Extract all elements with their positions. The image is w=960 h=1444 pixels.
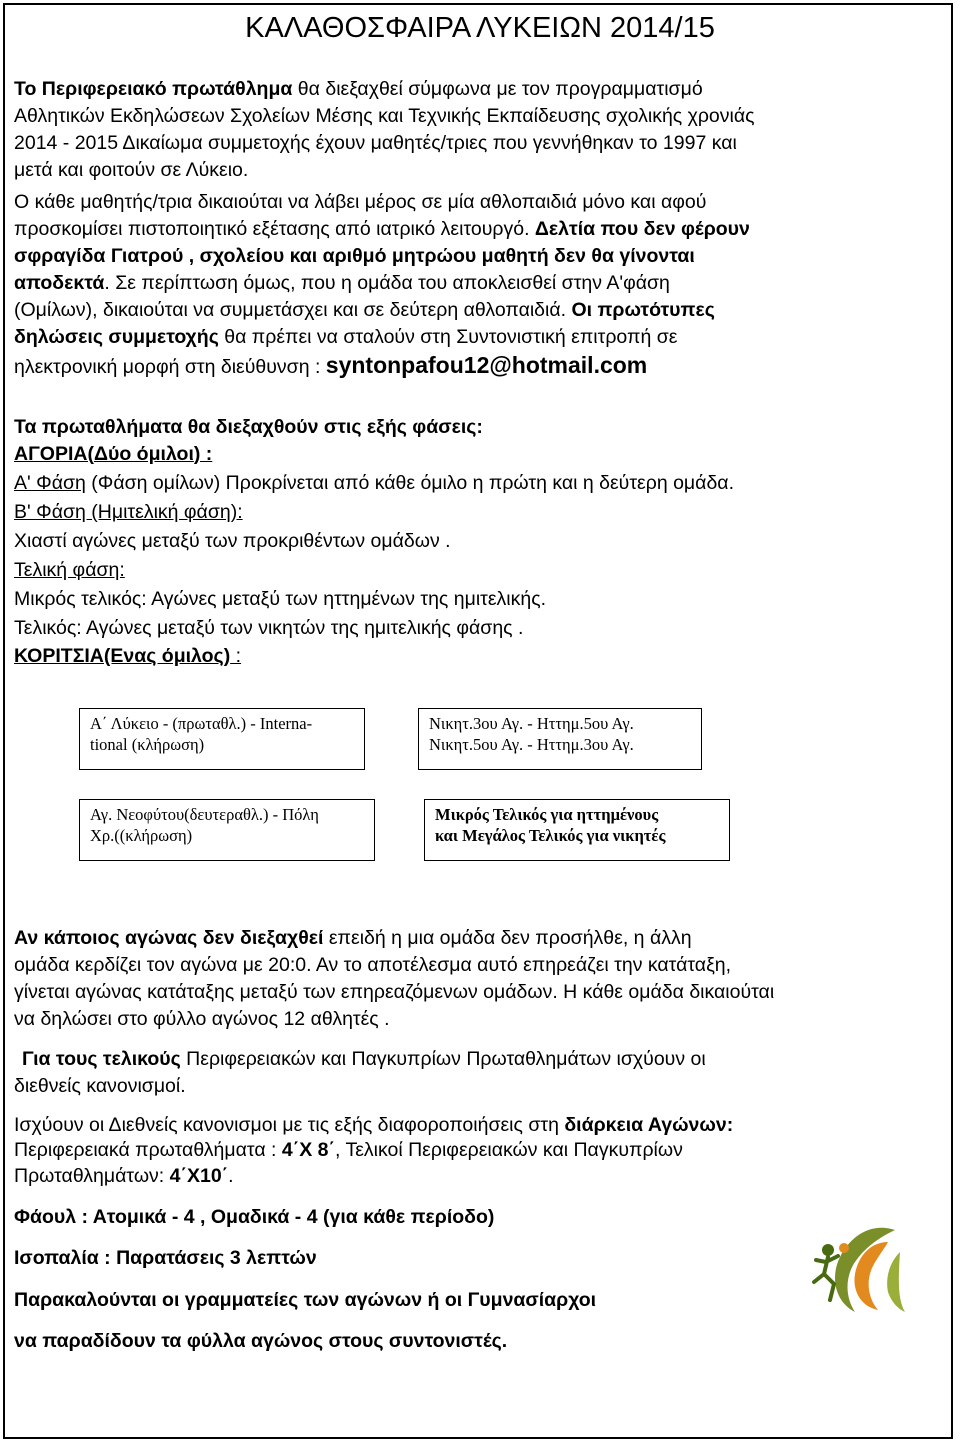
bracket-box-semis-2: Αγ. Νεοφύτου(δευτεραθλ.) - Πόλη Χρ.((κλήρωση) — [79, 799, 375, 861]
intro-line-5: Ο κάθε μαθητής/τρια δικαιούται να λάβει μέρος σε μία αθλοπαιδιά μόνο και αφού — [14, 191, 707, 213]
intro-line-8: αποδεκτά. Σε περίπτωση όμως, που η ομάδα του αποκλεισθεί στην Α'φάση — [14, 272, 670, 294]
intro-line-9: (Ομίλων), δικαιούται να συμμετάσχει και σε δεύτερη αθλοπαιδιά. Οι πρωτότυπες — [14, 299, 715, 321]
bracket-box-pairings: Νικητ.3ου Αγ. - Ηττημ.5ου Αγ. Νικητ.5ου Αγ. - Ηττημ.3ου Αγ. — [418, 708, 702, 770]
page-title: ΚΑΛΑΘΟΣΦΑΙΡΑ ΛΥΚΕΙΩΝ 2014/15 — [245, 12, 715, 44]
phase-b-label: Β' Φάση (Ημιτελική φάση): — [14, 501, 243, 523]
cross-matches: Χιαστί αγώνες μεταξύ των προκριθέντων ομάδων . — [14, 530, 451, 552]
notes-line-1: Αν κάποιος αγώνας δεν διεξαχθεί επειδή η μια ομάδα δεν προσήλθε, η άλλη — [14, 927, 692, 949]
small-final-line: Μικρός τελικός: Αγώνες μεταξύ των ηττημένων της ημιτελικής. — [14, 588, 547, 610]
intro-line-7: σφραγίδα Γιατρού , σχολείου και αριθμό μητρώου μαθητή δεν θα γίνονται — [14, 245, 695, 267]
girls-heading: ΚΟΡΙΤΣΙΑ(Ενας όμιλος) : — [14, 645, 242, 667]
notes-line-2: ομάδα κερδίζει τον αγώνα με 20:0. Αν το αποτέλεσμα αυτό επηρεάζει την κατάταξη, — [14, 954, 732, 976]
intro-line-1: Το Περιφερειακό πρωτάθλημα θα διεξαχθεί σύμφωνα με τον προγραμματισμό — [14, 78, 703, 100]
intro-line-2: Αθλητικών Εκδηλώσεων Σχολείων Μέσης και Τεχνικής Εκπαίδευσης σχολικής χρονιάς — [14, 105, 755, 127]
finals-rules-line-1: Για τους τελικούς Περιφερειακών και Παγκυπρίων Πρωταθλημάτων ισχύουν οι — [22, 1048, 706, 1070]
request-line-2: να παραδίδουν τα φύλλα αγώνος στους συντονιστές. — [14, 1330, 508, 1352]
request-line-1: Παρακαλούνται οι γραμματείες των αγώνων ή οι Γυμνασίαρχοι — [14, 1289, 597, 1311]
phases-heading: Τα πρωταθλήματα θα διεξαχθούν στις εξής φάσεις: — [14, 416, 483, 438]
phase-a-line: Α' Φάση (Φάση ομίλων) Προκρίνεται από κάθε όμιλο η πρώτη και η δεύτερη ομάδα. — [14, 472, 734, 494]
bracket-box-finals: Μικρός Τελικός για ηττημένους και Μεγάλος Τελικός για νικητές — [424, 799, 730, 861]
fouls-rule: Φάουλ : Ατομικά - 4 , Ομαδικά - 4 (για κάθε περίοδο) — [14, 1206, 495, 1228]
finals-rules-line-2: διεθνείς κανονισμοί. — [14, 1075, 186, 1097]
rules-line-1: Ισχύουν οι Διεθνείς κανονισμοι με τις εξής διαφοροποιήσεις στη διάρκεια Αγώνων: — [14, 1114, 734, 1136]
notes-line-4: να δηλώσει στο φύλλο αγώνος 12 αθλητές . — [14, 1008, 390, 1030]
final-phase-label: Τελική φάση: — [14, 559, 125, 581]
final-line: Τελικός: Αγώνες μεταξύ των νικητών της ημιτελικής φάσης . — [14, 617, 524, 639]
intro-line-6: προσκομίσει πιστοποιητικό εξέτασης από ιατρικό λειτουργό. Δελτία που δεν φέρουν — [14, 218, 750, 240]
boys-heading: ΑΓΟΡΙΑ(Δύο όμιλοι) : — [14, 443, 213, 465]
intro-line-4: μετά και φοιτούν σε Λύκειο. — [14, 159, 249, 181]
notes-line-3: γίνεται αγώνας κατάταξης μεταξύ των επηρεαζόμενων ομάδων. Η κάθε ομάδα δικαιούται — [14, 981, 775, 1003]
rules-line-2: Περιφερειακά πρωταθλήματα : 4΄Χ 8΄, Τελικοί Περιφερειακών και Παγκυπρίων — [14, 1139, 683, 1161]
bracket-box-semis-1: Α΄ Λύκειο - (πρωταθλ.) - Interna- tional (κλήρωση) — [79, 708, 365, 770]
intro-line-10: δηλώσεις συμμετοχής θα πρέπει να σταλούν στη Συντονιστική επιτροπή σε — [14, 326, 678, 348]
rules-line-3: Πρωταθλημάτων: 4΄Χ10΄. — [14, 1165, 234, 1187]
tie-rule: Ισοπαλία : Παρατάσεις 3 λεπτών — [14, 1247, 317, 1269]
intro-line-3: 2014 - 2015 Δικαίωμα συμμετοχής έχουν μαθητές/τριες που γεννήθηκαν το 1997 και — [14, 132, 737, 154]
intro-line-11: ηλεκτρονική μορφή στη διεύθυνση : syntonpafou12@hotmail.com — [14, 352, 648, 378]
email-address: syntonpafou12@hotmail.com — [325, 352, 648, 378]
basketball-player-logo — [800, 1212, 910, 1322]
